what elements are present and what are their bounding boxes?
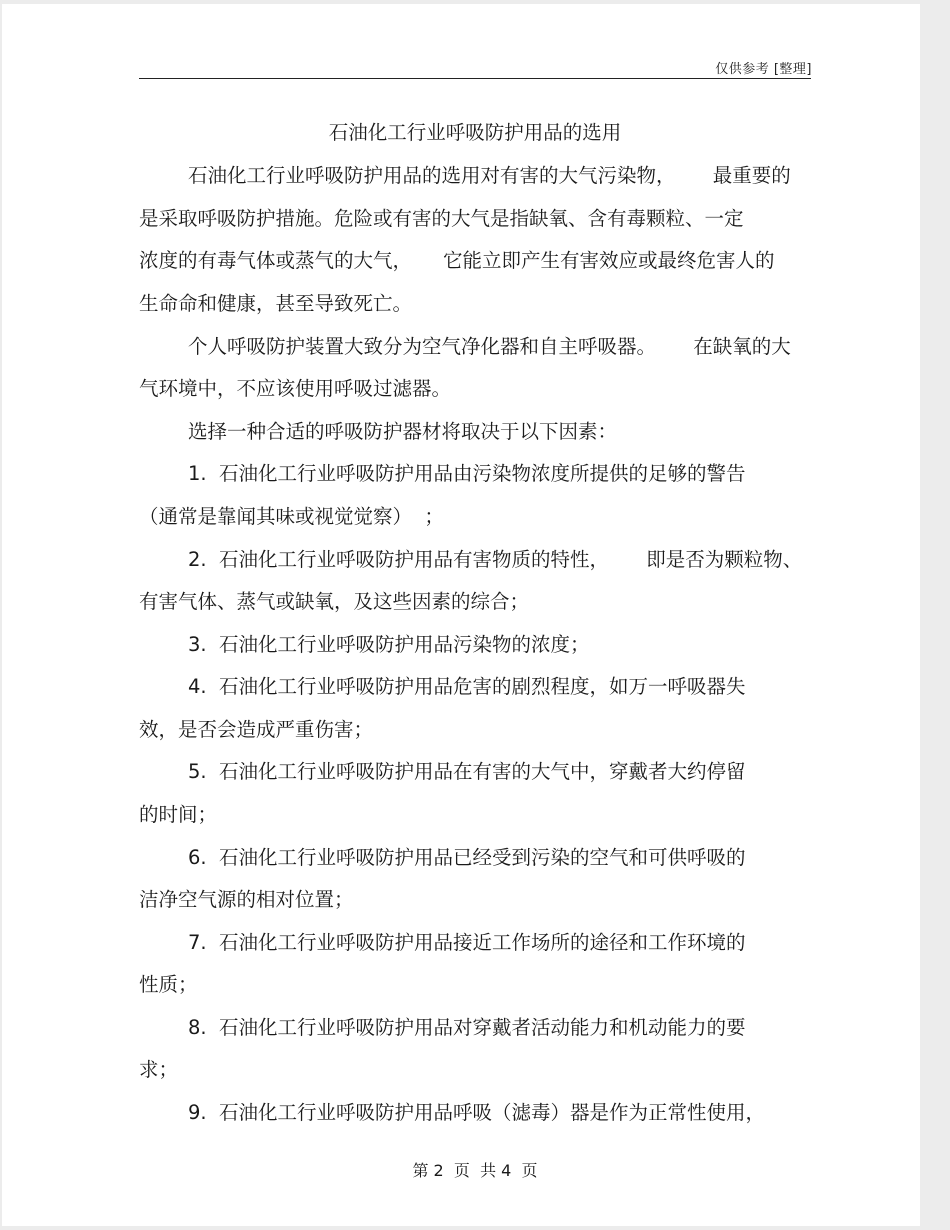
document-title: 石油化工行业呼吸防护用品的选用 [328,121,622,144]
paragraph-line: 石油化工行业呼吸防护用品的选用对有害的大气污染物， 最重要的 [188,164,791,187]
list-item-line: 的时间； [139,803,218,826]
list-item-line: 5. 石油化工行业呼吸防护用品在有害的大气中，穿戴者大约停留 [188,760,746,783]
paragraph-line: 选择一种合适的呼吸防护器材将取决于以下因素： [188,420,618,443]
list-item-line: 6. 石油化工行业呼吸防护用品已经受到污染的空气和可供呼吸的 [188,846,746,869]
paragraph-line: 是采取呼吸防护措施。危险或有害的大气是指缺氧、含有毒颗粒、一定 [139,207,744,230]
header-divider [139,78,811,79]
list-item-line: 4. 石油化工行业呼吸防护用品危害的剧烈程度，如万一呼吸器失 [188,675,746,698]
page-number: 第 2 页 共 4 页 [412,1161,538,1180]
list-item-line: 性质； [139,973,198,996]
list-item-line: （通常是靠闻其味或视觉觉察） ； [139,505,444,528]
list-item-line: 7. 石油化工行业呼吸防护用品接近工作场所的途径和工作环境的 [188,931,746,954]
paragraph-line: 浓度的有毒气体或蒸气的大气， 它能立即产生有害效应或最终危害人的 [139,249,775,272]
list-item-line: 3. 石油化工行业呼吸防护用品污染物的浓度； [188,633,590,656]
list-item-line: 有害气体、蒸气或缺氧，及这些因素的综合； [139,590,530,613]
document-page [2,4,920,1226]
list-item-line: 洁净空气源的相对位置； [139,888,354,911]
paragraph-line: 个人呼吸防护装置大致分为空气净化器和自主呼吸器。 在缺氧的大 [188,335,791,358]
header-note: 仅供参考 [整理] [715,62,812,77]
paragraph-line: 气环境中，不应该使用呼吸过滤器。 [139,377,452,400]
list-item-line: 9. 石油化工行业呼吸防护用品呼吸（滤毒）器是作为正常性使用， [188,1101,766,1124]
list-item-line: 求； [139,1058,179,1081]
list-item-line: 2. 石油化工行业呼吸防护用品有害物质的特性， 即是否为颗粒物、 [188,548,803,571]
paragraph-line: 生命命和健康，甚至导致死亡。 [139,292,413,315]
list-item-line: 效，是否会造成严重伤害； [139,718,374,741]
list-item-line: 1. 石油化工行业呼吸防护用品由污染物浓度所提供的足够的警告 [188,462,746,485]
list-item-line: 8. 石油化工行业呼吸防护用品对穿戴者活动能力和机动能力的要 [188,1016,746,1039]
